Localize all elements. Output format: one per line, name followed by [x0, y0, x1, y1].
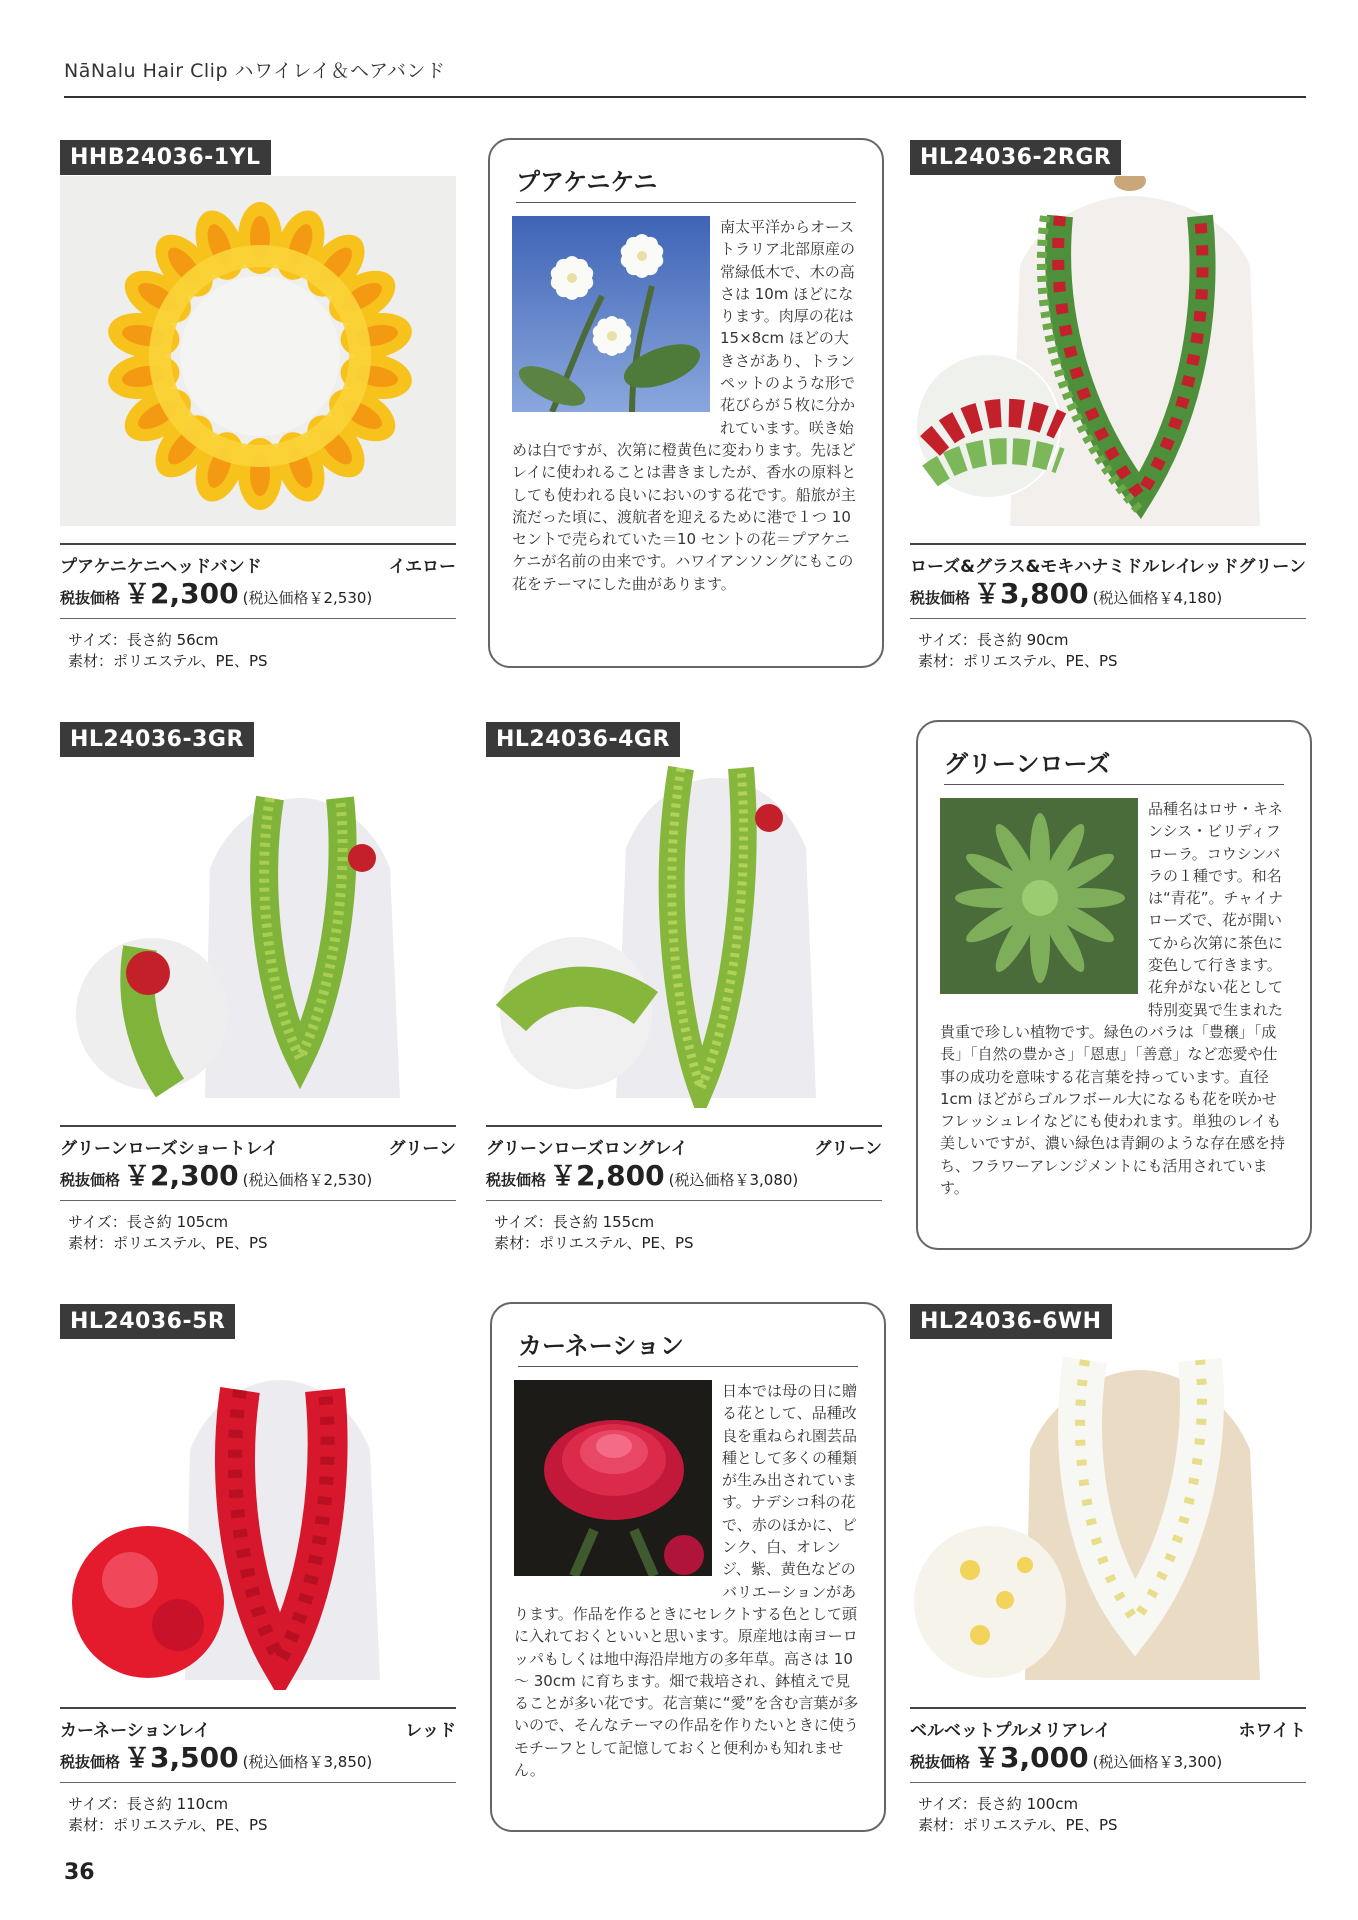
- tax-included-price: (税込価格￥4,180): [1092, 589, 1223, 607]
- product-top-rule: [486, 1125, 882, 1127]
- info-title-rule: [516, 202, 856, 203]
- product-material: 素材：ポリエステル、PE、PS: [494, 1234, 694, 1252]
- product-specs: [68, 630, 268, 672]
- product-code: HHB24036-1YL: [60, 140, 271, 175]
- product-bottom-rule: [910, 1782, 1306, 1783]
- product-price: [60, 574, 372, 611]
- product-material: 素材：ポリエステル、PE、PS: [918, 1816, 1118, 1834]
- product-material: 素材：ポリエステル、PE、PS: [918, 652, 1118, 670]
- price-label: 税抜価格: [910, 1753, 971, 1771]
- page-number: 36: [64, 1860, 95, 1885]
- tax-included-price: (税込価格￥3,850): [242, 1753, 373, 1771]
- product-code: HL24036-5R: [60, 1304, 235, 1339]
- tax-included-price: (税込価格￥2,530): [242, 589, 373, 607]
- product-card-velvet-plumeria-lei: [910, 1304, 1306, 1844]
- product-price: [486, 1156, 798, 1193]
- product-color: イエロー: [388, 557, 456, 577]
- product-card-rose-grass-mokihana-lei: [910, 140, 1306, 680]
- product-color: レッドグリーン: [1187, 557, 1306, 577]
- price-value: 2,800: [576, 1159, 665, 1192]
- product-color: ホワイト: [1238, 1721, 1306, 1741]
- info-text: [514, 1380, 862, 1781]
- info-body: 品種名はロサ・キネンシス・ビリディフローラ。コウシンバラの１種です。和名は“青花”。チャイナローズで、花が開いてから次第に茶色に変色して行きます。花弁がない花として特別変異で生まれた貴重で珍しい植物です。緑色のバラは「豊穣」「成長」「自然の豊かさ」「恩恵」「善意」など恋愛や仕事の成功を意味する花言葉を持っています。直径 1cm ほどがらゴルフボール大になるも花を咲かせフレッシュレイなどにも使われます。単独のレイも美しいですが、濃い緑色は青銅のような存在感を持ち、フラワーアレンジメントにも活用されています。: [940, 800, 1286, 1198]
- product-top-rule: [60, 1125, 456, 1127]
- product-bottom-rule: [60, 618, 456, 619]
- product-price: [910, 574, 1222, 611]
- yen-mark: ￥: [974, 580, 1001, 610]
- product-color: レッド: [405, 1721, 456, 1741]
- info-body: 日本では母の日に贈る花として、品種改良を重ねられ園芸品種として多くの種類が生み出されています。ナデシコ科の花で、赤のほかに、ピンク、白、オレンジ、紫、黄色などのバリエーションがあります。作品を作るときにセレクトする色として頭に入れておくといいと思います。原産地は南ヨーロッパもしくは地中海沿岸地方の多年草。高さは 10 ～ 30cm に育ちます。畑で栽培され、鉢植えで見ることが多い花です。花言葉に“愛”を含む言葉が多いので、そんなテーマの作品を作りたいときに使うモチーフとして記憶しておくと便利かも知れません。: [514, 1382, 859, 1780]
- product-price: [910, 1738, 1222, 1775]
- product-bottom-rule: [60, 1782, 456, 1783]
- product-name: ベルベットプルメリアレイ: [910, 1721, 1111, 1741]
- product-card-green-rose-short-lei: [60, 722, 456, 1262]
- product-code: HL24036-3GR: [60, 722, 254, 757]
- product-photo-carnation-lei: [60, 1340, 456, 1690]
- product-photo-rose-grass-lei: [910, 176, 1306, 526]
- page-header-title: NāNalu Hair Clip ハワイレイ＆ヘアバンド: [64, 60, 446, 82]
- yen-mark: ￥: [124, 580, 151, 610]
- product-specs: [918, 1794, 1118, 1836]
- product-bottom-rule: [60, 1200, 456, 1201]
- info-title: グリーンローズ: [944, 750, 1111, 778]
- info-title-rule: [944, 784, 1284, 785]
- price-value: 3,800: [1000, 577, 1089, 610]
- price-label: 税抜価格: [60, 1171, 121, 1189]
- price-value: 3,000: [1000, 1741, 1089, 1774]
- tax-included-price: (税込価格￥3,300): [1092, 1753, 1223, 1771]
- tax-included-price: (税込価格￥3,080): [668, 1171, 799, 1189]
- product-photo-green-rose-long-lei: [486, 758, 882, 1108]
- yen-mark: ￥: [124, 1162, 151, 1192]
- product-top-rule: [60, 1707, 456, 1709]
- product-specs: [68, 1794, 268, 1836]
- product-top-rule: [60, 543, 456, 545]
- price-label: 税抜価格: [60, 589, 121, 607]
- product-photo-velvet-plumeria-lei: [910, 1340, 1306, 1690]
- product-color: グリーン: [388, 1139, 456, 1159]
- product-code: HL24036-2RGR: [910, 140, 1121, 175]
- product-size: サイズ：長さ約 110cm: [68, 1795, 229, 1813]
- price-label: 税抜価格: [910, 589, 971, 607]
- tax-included-price: (税込価格￥2,530): [242, 1171, 373, 1189]
- yen-mark: ￥: [550, 1162, 577, 1192]
- price-label: 税抜価格: [486, 1171, 547, 1189]
- info-text: [512, 216, 860, 595]
- product-price: [60, 1738, 372, 1775]
- header-divider: [64, 96, 1306, 98]
- product-code: HL24036-6WH: [910, 1304, 1112, 1339]
- product-card-green-rose-long-lei: [486, 722, 882, 1262]
- product-photo-green-rose-short-lei: [60, 758, 456, 1108]
- product-material: 素材：ポリエステル、PE、PS: [68, 1234, 268, 1252]
- info-box-carnation: [490, 1302, 886, 1832]
- info-title: プアケニケニ: [516, 168, 658, 196]
- price-value: 3,500: [150, 1741, 239, 1774]
- product-size: サイズ：長さ約 90cm: [918, 631, 1069, 649]
- price-value: 2,300: [150, 577, 239, 610]
- info-box-puakenikeni: [488, 138, 884, 668]
- product-top-rule: [910, 1707, 1306, 1709]
- info-title-rule: [518, 1366, 858, 1367]
- product-price: [60, 1156, 372, 1193]
- product-name: プアケニケニヘッドバンド: [60, 557, 262, 577]
- yen-mark: ￥: [124, 1744, 151, 1774]
- info-box-green-rose: [916, 720, 1312, 1250]
- info-body: 南太平洋からオーストラリア北部原産の常緑低木で、木の高さは 10m ほどになります。肉厚の花は 15×8cm ほどの大きさがあり、トランペットのような形で花びらが５枚に分かれています。咲き始めは白ですが、次第に橙黄色に変わります。先ほどレイに使われることは書きましたが、香水の原料としても使われる良いにおいのする花です。船旅が主流だった頃に、渡航者を迎えるために港で１つ 10 セントで売られていた＝10 セントの花＝プアケニケニが名前の由来です。ハワイアンソングにもこの花をテーマにした曲があります。: [512, 218, 857, 593]
- product-top-rule: [910, 543, 1306, 545]
- product-name: グリーンローズショートレイ: [60, 1139, 279, 1159]
- product-material: 素材：ポリエステル、PE、PS: [68, 1816, 268, 1834]
- yen-mark: ￥: [974, 1744, 1001, 1774]
- product-name: カーネーションレイ: [60, 1721, 211, 1741]
- product-size: サイズ：長さ約 100cm: [918, 1795, 1079, 1813]
- product-code: HL24036-4GR: [486, 722, 680, 757]
- info-text: [940, 798, 1288, 1199]
- product-color: グリーン: [814, 1139, 882, 1159]
- price-value: 2,300: [150, 1159, 239, 1192]
- info-title: カーネーション: [518, 1332, 684, 1360]
- product-size: サイズ：長さ約 56cm: [68, 631, 219, 649]
- product-card-headband-yellow: [60, 140, 456, 680]
- price-label: 税抜価格: [60, 1753, 121, 1771]
- product-card-carnation-lei: [60, 1304, 456, 1844]
- product-material: 素材：ポリエステル、PE、PS: [68, 652, 268, 670]
- product-name: ローズ&グラス&モキハナミドルレイ: [910, 557, 1193, 577]
- product-size: サイズ：長さ約 105cm: [68, 1213, 229, 1231]
- product-specs: [494, 1212, 694, 1254]
- product-photo-headband: [60, 176, 456, 526]
- product-specs: [68, 1212, 268, 1254]
- product-specs: [918, 630, 1118, 672]
- product-bottom-rule: [486, 1200, 882, 1201]
- product-size: サイズ：長さ約 155cm: [494, 1213, 655, 1231]
- product-bottom-rule: [910, 618, 1306, 619]
- product-name: グリーンローズロングレイ: [486, 1139, 688, 1159]
